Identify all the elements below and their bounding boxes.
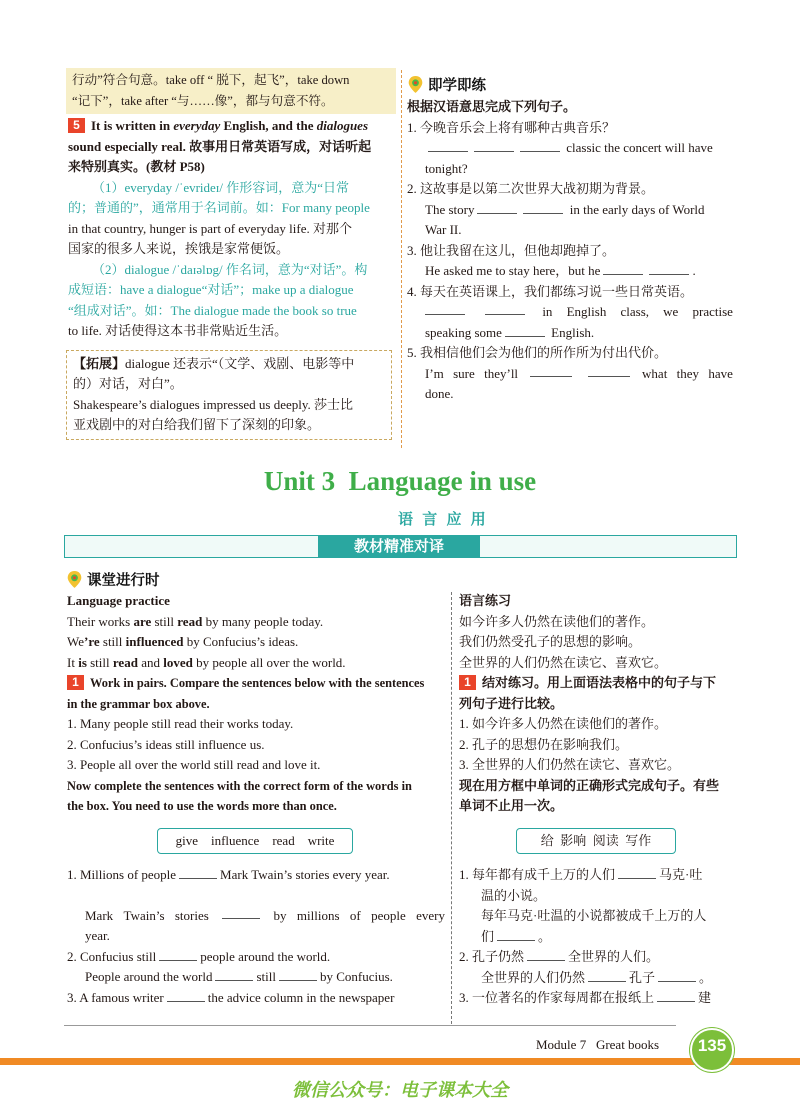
body-line: （2）dialogue /ˈdaɪəlɒg/ 作名词，意为“对话”。构 <box>92 261 368 277</box>
extension-line: 的）对话，对白”。 <box>73 376 183 391</box>
item5-line1: 5 It is written in everyday English, and the dialogues <box>68 116 396 137</box>
footer-orange-band <box>0 1058 800 1065</box>
grammar-sentence: We’re still influenced by Confucius’s ideas. <box>67 634 299 649</box>
answer-line: done. <box>425 386 454 401</box>
exercise-line: 2. Confucius still people around the world. <box>67 948 331 964</box>
column-divider <box>451 592 452 1024</box>
exercise-line-zh: 每年马克·吐温的小说都被成千上万的人 <box>481 908 707 923</box>
task2-zh-line1: 现在用方框中单词的正确形式完成句子。有些 <box>459 777 720 793</box>
answer-line: speaking some English. <box>425 324 595 340</box>
question-zh: 4. 每天在英语课上，我们都练习说一些日常英语。 <box>407 283 694 299</box>
exercise-line: People around the world still by Confucius. <box>85 969 393 984</box>
item-number-badge: 5 <box>68 118 85 133</box>
grammar-sentence: It is still read and loved by people all over the world. <box>67 654 346 670</box>
footer-rule <box>64 1025 676 1026</box>
exercise-line-zh: 们 。 <box>481 928 552 944</box>
compare-item-zh: 2. 孔子的思想仍在影响我们。 <box>459 736 629 752</box>
body-line: to life. 对话使得这本书非常贴近生活。 <box>68 323 288 338</box>
note-box <box>66 68 396 114</box>
answer-line: The story in the early days of World <box>425 201 705 217</box>
word-box-zh: 给 影响 阅读 写作 <box>516 828 676 854</box>
section-banner: 教材精准对译 <box>318 535 480 558</box>
page-number: 135 <box>697 1036 727 1055</box>
task1-zh-line2: 列句子进行比较。 <box>459 695 564 711</box>
location-pin-icon <box>66 570 83 589</box>
top-left-column <box>66 68 396 440</box>
wechat-watermark: 微信公众号：电子课本大全 <box>292 1080 508 1101</box>
question-zh: 2. 这故事是以第二次世界大战初期为背景。 <box>407 181 655 196</box>
compare-item: 3. People all over the world still read and love it. <box>67 757 321 772</box>
body-line: 成短语：have a dialogue“对话”；make up a dialogue <box>68 282 354 297</box>
task-number-badge: 1 <box>459 675 476 690</box>
footer-module: Module 7 Great books <box>536 1037 660 1052</box>
grammar-sentence: Their works are still read by many people today. <box>67 613 324 629</box>
note-line: 行动”符合句意。take off “ 脱下，起飞”，take down <box>72 73 350 87</box>
exercise-line: 3. A famous writer the advice column in the newspaper <box>67 989 395 1005</box>
item5-line2: sound especially real. 故事用日常英语写成，对话听起 <box>68 138 372 154</box>
practice-title: Language practice <box>67 593 170 608</box>
answer-line: He asked me to stay here，but he . <box>425 263 696 278</box>
exercise-right <box>459 865 739 1009</box>
body-line: in that country, hunger is part of everyday life. 对那个 <box>68 220 352 236</box>
class-heading <box>66 569 160 590</box>
answer-line: classic the concert will have <box>407 138 739 159</box>
exercise-line: Mark Twain’s stories by millions of people every <box>85 907 445 923</box>
answer-line: tonight? <box>425 160 468 176</box>
extension-line: 亚戏剧中的对白给我们留下了深刻的印象。 <box>73 417 321 432</box>
body-line: 国家的很多人来说，挨饿是家常便饭。 <box>68 241 290 256</box>
practice-right-column <box>459 591 739 817</box>
unit-title: Unit 3 Language in use <box>263 466 537 496</box>
question-zh: 5. 我相信他们会为他们的所作所为付出代价。 <box>407 345 668 360</box>
quick-practice-heading <box>407 74 739 95</box>
question-zh: 1. 今晚音乐会上将有哪种古典音乐？ <box>407 119 616 135</box>
grammar-sentence-zh: 我们仍然受孔子的思想的影响。 <box>459 634 642 649</box>
exercise-line: 1. Millions of people Mark Twain’s stories every year. <box>67 867 390 882</box>
word-box: give influence read write <box>157 828 353 854</box>
unit-subtitle: 语 言 应 用 <box>398 510 488 528</box>
item5-line3: 来特别真实。(教材 P58) <box>68 159 205 174</box>
practice-left-column <box>67 591 447 817</box>
answer-line: I’m sure they’ll what they have <box>425 365 733 381</box>
extension-line: Shakespeare’s dialogues impressed us deeply. 莎士比 <box>73 396 354 412</box>
task1-line1: 1 Work in pairs. Compare the sentences below with the sentences <box>67 673 447 694</box>
extension-box: 【拓展】dialogue 还表示“（文学、戏剧、电影等中 的）对话，对白”。 Shakespeare’s dialogues impressed us deeply. 莎士比 亚戏剧中的对白给我们留下了深刻的印象。 <box>66 350 392 440</box>
grammar-sentence-zh: 如今许多人仍然在读他们的著作。 <box>459 613 655 629</box>
grammar-sentence-zh: 全世界的人们仍然在读它、喜欢它。 <box>459 654 668 670</box>
exercise-line: year. <box>85 928 110 943</box>
exercise-line-zh: 1. 每年都有成千上万的人们 马克·吐 <box>459 867 703 882</box>
task1-zh-line1: 1 结对练习。用上面语法表格中的句子与下 <box>459 673 739 694</box>
compare-item: 1. Many people still read their works today. <box>67 716 294 731</box>
extension-tag: 【拓展】 <box>73 355 126 371</box>
location-pin-icon <box>407 75 424 94</box>
answer-line: War II. <box>425 222 462 237</box>
exercise-line-zh: 3. 一位著名的作家每周都在报纸上 建 <box>459 990 712 1005</box>
exercise-left <box>67 865 447 1008</box>
exercise-line-zh: 全世界的人们仍然 孔子 。 <box>481 969 713 985</box>
compare-item: 2. Confucius’s ideas still influence us. <box>67 736 265 752</box>
body-line: （1）everyday /ˈevrideɪ/ 作形容词，意为“日常 <box>92 179 350 195</box>
task-number-badge: 1 <box>67 675 84 690</box>
exercise-line-zh: 2. 孔子仍然 全世界的人们。 <box>459 949 660 964</box>
note-line: “记下”，take after “与……像”，都与句意不符。 <box>72 93 334 108</box>
exercise-line-zh: 温的小说。 <box>481 887 547 903</box>
practice-title-zh: 语言练习 <box>459 593 512 608</box>
body-line: 的；普通的”，通常用于名词前。如：For many people <box>68 200 370 215</box>
instruction: 根据汉语意思完成下列句子。 <box>407 99 577 114</box>
class-heading-title: 课堂进行时 <box>87 573 160 589</box>
question-zh: 3. 他让我留在这儿，但他却跑掉了。 <box>407 242 616 258</box>
column-divider <box>401 70 402 448</box>
task2-line2: the box. You need to use the words more than once. <box>67 799 337 813</box>
answer-line: in English class, we practise <box>407 302 733 323</box>
top-right-column <box>407 74 739 405</box>
quick-practice-title: 即学即练 <box>428 78 486 94</box>
task1-line2: in the grammar box above. <box>67 696 210 711</box>
task2-zh-line2: 单词不止用一次。 <box>459 798 564 813</box>
body-line: “组成对话”。如：The dialogue made the book so true <box>68 302 357 318</box>
compare-item-zh: 3. 全世界的人们仍然在读它、喜欢它。 <box>459 757 681 772</box>
compare-item-zh: 1. 如今许多人仍然在读他们的著作。 <box>459 716 668 731</box>
task2-line1: Now complete the sentences with the correct form of the words in <box>67 778 412 793</box>
